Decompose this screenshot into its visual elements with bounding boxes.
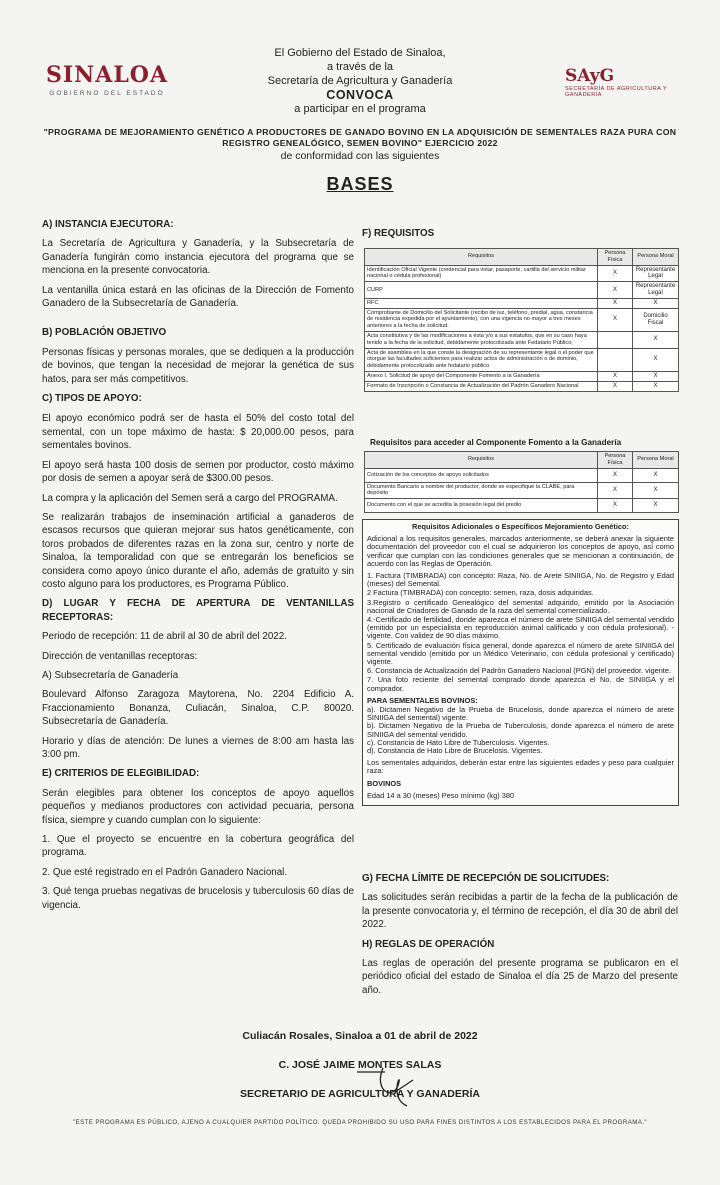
section-e-p3: 2. Que esté registrado en el Padrón Ganadero Nacional.	[42, 866, 288, 878]
table-cell: X	[598, 298, 633, 308]
table-row	[365, 265, 679, 282]
footer-disclaimer: "ESTE PROGRAMA ES PÚBLICO, AJENO A CUALQUIER PARTIDO POLÍTICO. QUEDA PROHIBIDO SU USO PARA FINES DISTINTOS A LOS ESTABLECIDOS PARA EL PROGRAMA."	[72, 1119, 648, 1126]
table-cell: X	[598, 482, 633, 499]
table-header-row	[365, 452, 679, 469]
edad-peso: Edad 14 a 30 (meses) Peso mínimo (kg) 380	[367, 790, 515, 800]
table-cell: Domicilio Fiscal	[633, 308, 679, 331]
conformidad-line: de conformidad con las siguientes	[280, 150, 440, 162]
table-row	[365, 308, 679, 331]
section-b-title: B) POBLACIÓN OBJETIVO	[42, 327, 167, 339]
table-cell: Anexo I, Solicitud de apoyo del Componente Fomento a la Ganadería	[365, 371, 598, 381]
table-cell: X	[598, 371, 633, 381]
requirements-table-body	[365, 265, 679, 391]
sementales-note: Los sementales adquiridos, deberán estar entre las siguientes edades y peso para cualquier raza:	[367, 758, 674, 776]
additional-item: 4.-Certificado de fertilidad, donde aparezca el número de arete SINIIGA del semental vendido (emitido por un especialista en reproducción animal calificado y con cédula profesional). - vigente. Con validez de 90 días máximo.	[367, 615, 674, 641]
section-d-p3: A) Subsecretaría de Ganadería	[42, 669, 179, 681]
section-c-p1: El apoyo económico podrá ser de hasta el 50% del costo total del semental, con un tope máximo de hasta: $ 20,000.00 pesos, para sementales bovinos.	[42, 413, 354, 452]
table-cell: X	[598, 468, 633, 482]
table-cell	[598, 348, 633, 371]
table-cell: X	[598, 499, 633, 513]
left-column	[42, 218, 354, 912]
table-cell	[598, 331, 633, 348]
table-row	[365, 381, 679, 391]
section-f-title: F) REQUISITOS	[362, 228, 435, 239]
table-row	[365, 282, 679, 299]
table-cell: X	[633, 468, 679, 482]
section-b-p1: Personas físicas y personas morales, que se dediquen a la producción de bovinos, que tengan la necesidad de mejorar la genética de sus hatos, para ser más competitivos.	[42, 346, 354, 385]
table-cell: X	[633, 371, 679, 381]
section-g-title: G) FECHA LÍMITE DE RECEPCIÓN DE SOLICITUDES:	[362, 873, 610, 884]
table-cell: X	[633, 499, 679, 513]
table-row	[365, 331, 679, 348]
table-cell: X	[633, 482, 679, 499]
table-cell: Cotización de los conceptos de apoyo solicitados	[365, 468, 598, 482]
table-cell: X	[633, 331, 679, 348]
sayg-logo	[565, 66, 675, 98]
table-header: Persona Moral	[633, 452, 679, 469]
table-cell: X	[633, 298, 679, 308]
sementales-item: d). Constancia de Hato Libre de Brucelosis. Vigentes.	[367, 746, 543, 756]
logo-right-title: SAyG	[565, 66, 615, 86]
section-d-p5: Horario y días de atención: De lunes a viernes de 8:00 am hasta las 3:00 pm.	[42, 735, 354, 760]
table-cell: Acta constitutiva y de las modificaciones a ésta y/o a sus estatutos, que en su caso haya tenido a la fecha de la solicitud, debidamente protocolizada ante Fedatario Público;	[365, 331, 598, 348]
table-row	[365, 371, 679, 381]
table-cell: Identificación Oficial Vigente (credencial para votar, pasaporte, cartilla del servicio militar nacional o cédula profesional)	[365, 265, 598, 282]
table-header: Persona Física	[598, 249, 633, 266]
table-cell: CURP	[365, 282, 598, 299]
table-header: Requisitos	[365, 452, 598, 469]
section-h-p1: Las reglas de operación del presente programa se publicaron en el periódico oficial del estado de Sinaloa el día 25 de Marzo del presente año.	[362, 958, 678, 996]
section-c-p3: La compra y la aplicación del Semen será a cargo del PROGRAMA.	[42, 492, 338, 504]
section-d-p1: Periodo de recepción: 11 de abril al 30 de abril del 2022.	[42, 631, 287, 643]
logo-left-subtitle: GOBIERNO DEL ESTADO	[49, 90, 165, 97]
table-row	[365, 482, 679, 499]
requirements-table	[364, 248, 679, 392]
signer-role: SECRETARIO DE AGRICULTURA Y GANADERÍA	[240, 1088, 480, 1100]
table-row	[365, 348, 679, 371]
participar-line: a participar en el programa	[294, 103, 426, 115]
sinaloa-logo	[42, 62, 172, 97]
closing-date: Culiacán Rosales, Sinaloa a 01 de abril de 2022	[242, 1030, 478, 1042]
table-row	[365, 298, 679, 308]
table-row	[365, 499, 679, 513]
section-a-title: A) INSTANCIA EJECUTORA:	[42, 219, 174, 230]
table-cell: Comprobante de Domicilio del Solicitante (recibo de luz, teléfono, predial, agua, constancia de residencia expedida por el ayuntamiento), con una vigencia no mayor a tres meses anteriores a la fecha de solicitud.	[365, 308, 598, 331]
section-d-p4: Boulevard Alfonso Zaragoza Maytorena, No. 2204 Edificio A. Fraccionamiento Bonanza, Culiacán, Sinaloa, C.P. 80020. Subsecretaría de Ganadería.	[42, 689, 354, 728]
signer-name: C. JOSÉ JAIME MONTES SALAS	[278, 1059, 442, 1071]
table-cell: Representante Legal	[633, 265, 679, 282]
additional-item: 2 Factura (TIMBRADA) con concepto: semen, raza, dosis adquiridas.	[367, 588, 594, 598]
section-e-p1: Serán elegibles para obtener los conceptos de apoyo aquellos pequeños y medianos productores con actividad pecuaria, persona física, siempre y cuando cumplan con lo siguiente:	[42, 787, 354, 826]
sementales-title: PARA SEMENTALES BOVINOS:	[367, 695, 478, 705]
table-header-row	[365, 249, 679, 266]
section-a-p2: La ventanilla única estará en las oficinas de la Dirección de Fomento Ganadero de la Subsecretaría de Ganadería.	[42, 284, 354, 310]
table-cell: RFC	[365, 298, 598, 308]
header-line-3: Secretaría de Agricultura y Ganadería	[267, 75, 453, 87]
sementales-item: b). Dictamen Negativo de la Prueba de Tuberculosis, donde aparezca el número de arete SINIIGA del semental vendido.	[367, 721, 674, 739]
table-header: Persona Física	[598, 452, 633, 469]
table-header: Requisitos	[365, 249, 598, 266]
section-h-title: H) REGLAS DE OPERACIÓN	[362, 938, 495, 950]
logo-left-title: SINALOA	[45, 62, 169, 88]
program-title: "PROGRAMA DE MEJORAMIENTO GENÉTICO A PRODUCTORES DE GANADO BOVINO EN LA ADQUISICIÓN DE SEMENTALES RAZA PURA CON REGISTRO GENEALÓGICO, SEMEN BOVINO" EJERCICIO 2022	[43, 127, 677, 148]
section-e-p4: 3. Qué tenga pruebas negativas de brucelosis y tuberculosis 60 días de vigencia.	[42, 886, 354, 911]
convoca-title: CONVOCA	[326, 88, 394, 102]
additional-item: 6. Constancia de Actualización del Padrón Ganadero Nacional (PGN) del proveedor. vigente.	[367, 666, 672, 676]
section-c-p4: Se realizarán trabajos de inseminación artificial a ganaderos de escasos recursos que quieran mejorar sus hatos genéticamente, con toros probados de diferentes razas en la zona sur, centro y norte de Sinaloa, la temporalidad con que se entregarán los beneficios se considera como apoyo único durante el año, además de gratuito y sin costo alguno para los productores, es Programa Público.	[42, 511, 354, 590]
additional-item: 1. Factura (TIMBRADA) con concepto: Raza, No. de Arete SINIIGA, No. de Registro y Edad (meses) del Semental.	[367, 571, 674, 589]
logo-right-subtitle: SECRETARÍA DE AGRICULTURA Y GANADERÍA	[565, 86, 668, 98]
table-cell: Acta de asamblea en la que conste la designación de su representante legal o el poder que otorgue las facultades suficientes para realizar actos de administración o de dominio, debidamente protocolizado ante fedatario público	[365, 348, 598, 371]
section-c-title: C) TIPOS DE APOYO:	[42, 393, 142, 405]
section-d-title: D) LUGAR Y FECHA DE APERTURA DE VENTANILLAS RECEPTORAS:	[42, 598, 354, 623]
additional-item: 5. Certificado de evaluación física general, donde aparezca el número de arete SINIIGA del semental vendido (emitido por un Médico Veterinario, con cédula profesional y certificado) vigente.	[367, 640, 674, 667]
section-g-p1: Las solicitudes serán recibidas a partir de la fecha de la publicación de la presente convocatoria y, el término de recepción, el día 30 de abril del 2022.	[362, 892, 678, 931]
table-header: Persona Moral	[633, 249, 679, 266]
section-e-p2: 1. Que el proyecto se encuentre en la cobertura geográfica del programa.	[42, 834, 354, 859]
additional-title: Requisitos Adicionales o Específicos Mejoramiento Genético:	[412, 522, 629, 531]
additional-item: 7. Una foto reciente del semental comprado donde aparezca el No. de SINIIGA y el comprador.	[367, 675, 674, 693]
section-d-p2: Dirección de ventanillas receptoras:	[42, 650, 198, 662]
table-cell: X	[633, 348, 679, 371]
component-requirements-table	[364, 451, 679, 513]
table-row	[365, 468, 679, 482]
bases-title: BASES	[326, 174, 394, 194]
table-cell: X	[633, 381, 679, 391]
table-cell: Representante Legal	[633, 282, 679, 299]
section-c-p2: El apoyo será hasta 100 dosis de semen por productor, costo máximo por dosis de semen a apoyar será de $300.00 pesos.	[42, 459, 354, 485]
table-cell: Documento Bancario a nombre del productor, donde se especifique la CLABE, para depósito	[365, 482, 598, 499]
table-cell: X	[598, 308, 633, 331]
header-line-2: a través de la	[326, 61, 394, 73]
additional-item: 3.Registro o certificado Genealógico del semental adquirido, emitido por la Asociación nacional de Criadores de Ganado de la raza del semental comercializado.	[367, 597, 674, 615]
additional-intro: Adicional a los requisitos generales, marcados anteriormente, se deberá anexar la siguiente documentación del proveedor con el cual se adquirieron los conceptos de apoyo, así como verificar que cumplan con las condiciones generales que se mencionan a continuación, de acuerdo con las Reglas de Operación.	[367, 534, 674, 568]
table-cell: X	[598, 282, 633, 299]
section-a-p1: La Secretaría de Agricultura y Ganadería, y la Subsecretaría de Ganadería fungirán como instancia ejecutora del programa que se menciona en la presente convocatoria.	[42, 238, 354, 277]
table-cell: Documento con el que se acredita la posesión legal del predio	[365, 499, 598, 513]
bovinos-label: BOVINOS	[367, 778, 402, 788]
additional-requirements-box	[362, 519, 679, 806]
sementales-item: c). Constancia de Hato Libre de Tuberculosis. Vigentes.	[367, 737, 550, 747]
right-lower-sections	[362, 872, 678, 997]
table-cell: Formato de Inscripción o Constancia de Actualización del Padrón Ganadero Nacional	[365, 381, 598, 391]
table2-title: Requisitos para acceder al Componente Fomento a la Ganadería	[370, 438, 622, 447]
section-e-title: E) CRITERIOS DE ELEGIBILIDAD:	[42, 768, 200, 780]
component-table-body	[365, 468, 679, 513]
signature-scribble	[355, 1062, 415, 1112]
sementales-item: a). Dictamen Negativo de la Prueba de Brucelosis, donde aparezca el número de arete SINIIGA del semental) vigente.	[367, 705, 674, 723]
header-line-1: El Gobierno del Estado de Sinaloa,	[274, 47, 446, 59]
table-cell: X	[598, 265, 633, 282]
header-text	[180, 46, 540, 116]
table-cell: X	[598, 381, 633, 391]
